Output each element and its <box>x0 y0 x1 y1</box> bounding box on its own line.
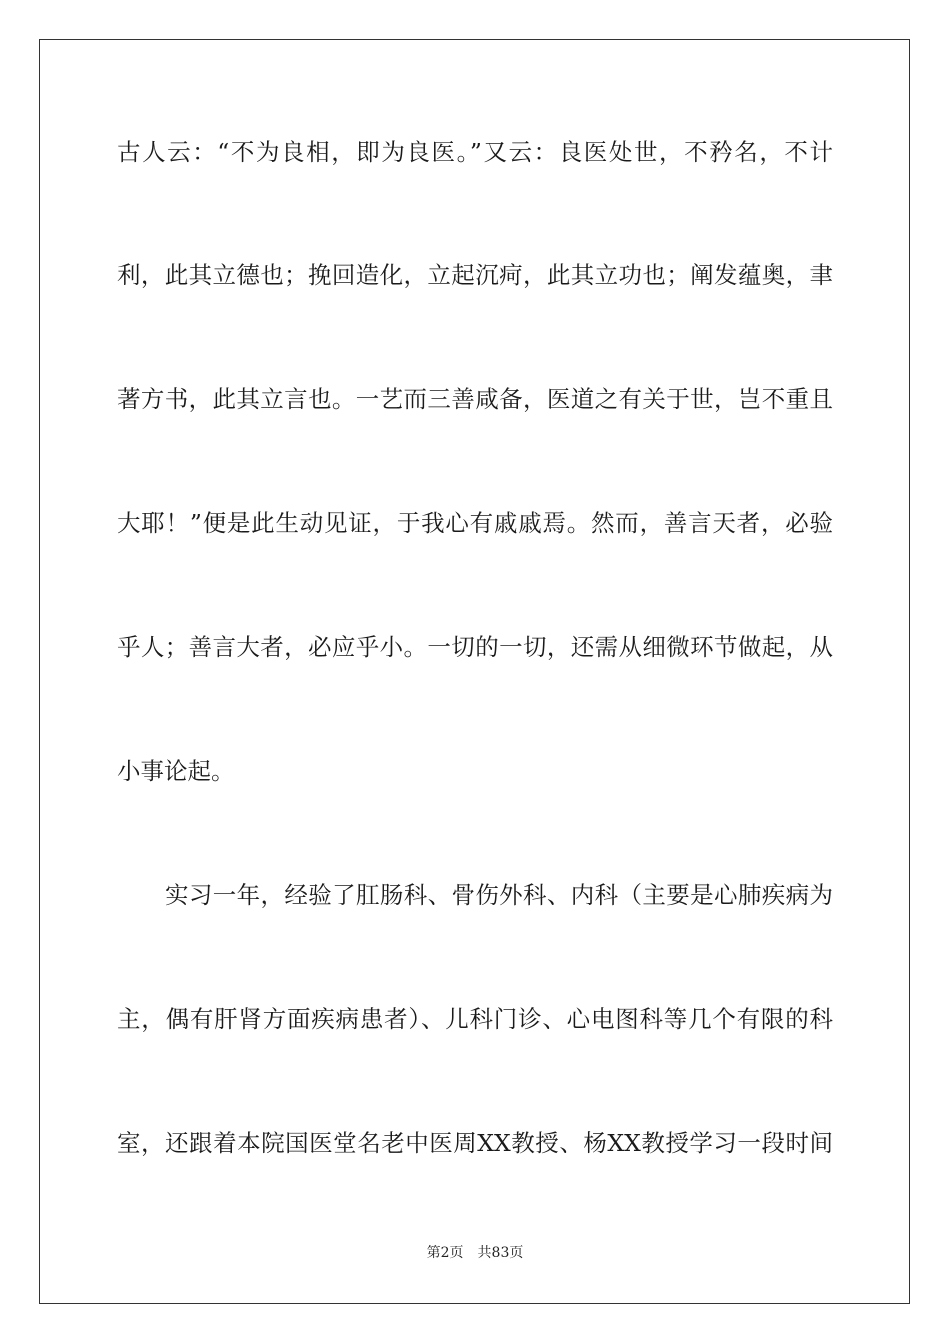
text-line: 著方书，此其立言也。一艺而三善咸备，医道之有关于世，岂不重且 <box>117 385 833 413</box>
text-line: 室，还跟着本院国医堂名老中医周XX教授、杨XX教授学习一段时间 <box>117 1129 833 1157</box>
text-line: 利，此其立德也；挽回造化，立起沉疴，此其立功也；阐发蕴奥，聿 <box>117 261 833 289</box>
text-line: 小事论起。 <box>117 757 235 785</box>
text-line: 大耶！”便是此生动见证，于我心有戚戚焉。然而，善言天者，必验 <box>117 509 833 537</box>
text-line: 古人云：“不为良相，即为良医。”又云：良医处世，不矜名，不计 <box>117 138 833 166</box>
text-line: 乎人；善言大者，必应乎小。一切的一切，还需从细微环节做起，从 <box>117 633 833 661</box>
page-total: 共83页 <box>477 1245 524 1261</box>
page-number: 第2页 <box>426 1245 464 1261</box>
text-line: 主，偶有肝肾方面疾病患者）、儿科门诊、心电图科等几个有限的科 <box>117 1005 833 1033</box>
page-footer <box>0 1243 950 1263</box>
page-border <box>39 39 910 1304</box>
paragraph-first-line: 实习一年，经验了肛肠科、骨伤外科、内科（主要是心肺疾病为 <box>165 881 833 909</box>
